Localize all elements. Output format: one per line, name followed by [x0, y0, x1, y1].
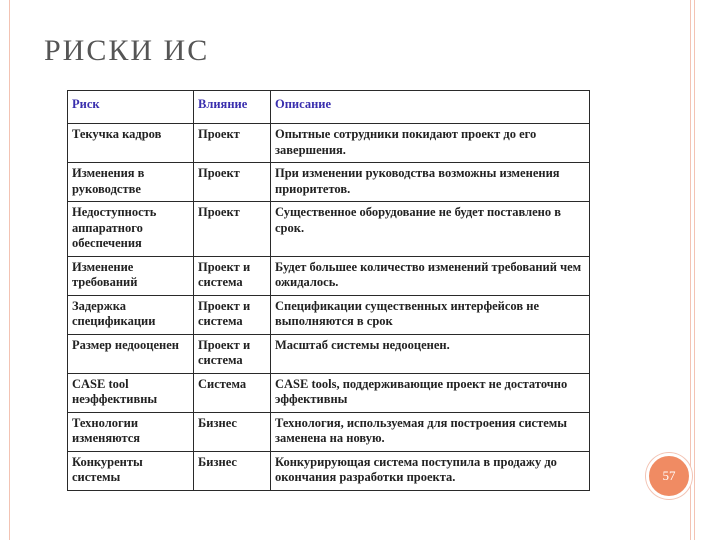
page-number: 57 [662, 468, 676, 483]
cell-description: Конкурирующая система поступила в продажу до окончания разработки проекта. [271, 451, 590, 490]
cell-description: Спецификации существенных интерфейсов не выполняются в срок [271, 295, 590, 334]
header-impact: Влияние [194, 91, 271, 124]
cell-description: Существенное оборудование не будет поставлено в срок. [271, 202, 590, 257]
table-row [68, 334, 590, 373]
cell-description: Технология, используемая для построения системы заменена на новую. [271, 412, 590, 451]
table-row [68, 373, 590, 412]
header-description: Описание [271, 91, 590, 124]
cell-impact: Бизнес [194, 412, 271, 451]
cell-impact: Проект [194, 163, 271, 202]
cell-impact: Проект [194, 202, 271, 257]
table-row [68, 124, 590, 163]
cell-risk: Задержка спецификации [68, 295, 194, 334]
cell-impact: Проект и система [194, 295, 271, 334]
page-number-badge [646, 453, 692, 499]
cell-description: При изменении руководства возможны изменения приоритетов. [271, 163, 590, 202]
cell-impact: Проект и система [194, 256, 271, 295]
cell-risk: Технологии изменяются [68, 412, 194, 451]
table-header-row [68, 91, 590, 124]
cell-impact: Проект [194, 124, 271, 163]
table-row [68, 163, 590, 202]
table-row [68, 295, 590, 334]
slide-frame-left-line [9, 0, 10, 540]
cell-description: Будет большее количество изменений требований чем ожидалось. [271, 256, 590, 295]
slide-title: РИСКИ ИС [44, 34, 210, 67]
cell-impact: Бизнес [194, 451, 271, 490]
cell-risk: Изменения в руководстве [68, 163, 194, 202]
cell-risk: Конкуренты системы [68, 451, 194, 490]
cell-risk: Изменение требований [68, 256, 194, 295]
cell-risk: Размер недооценен [68, 334, 194, 373]
table-row [68, 451, 590, 490]
cell-impact: Система [194, 373, 271, 412]
cell-risk: Недоступность аппаратного обеспечения [68, 202, 194, 257]
cell-description: Масштаб системы недооценен. [271, 334, 590, 373]
slide-frame-right-line-outer [694, 0, 695, 540]
cell-impact: Проект и система [194, 334, 271, 373]
table-row [68, 256, 590, 295]
cell-risk: CASE tool неэффективны [68, 373, 194, 412]
cell-description: CASE tools, поддерживающие проект не достаточно эффективны [271, 373, 590, 412]
cell-description: Опытные сотрудники покидают проект до его завершения. [271, 124, 590, 163]
header-risk: Риск [68, 91, 194, 124]
risk-table [67, 90, 590, 491]
slide-frame-right-line [690, 0, 691, 540]
cell-risk: Текучка кадров [68, 124, 194, 163]
table-row [68, 202, 590, 257]
table-row [68, 412, 590, 451]
